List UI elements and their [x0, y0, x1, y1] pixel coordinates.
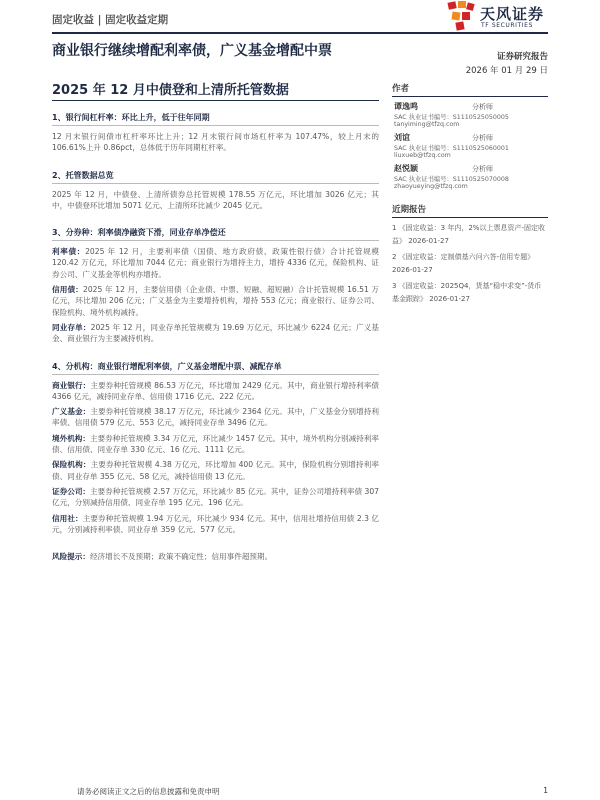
- report-body: [52, 112, 379, 562]
- author-card: [392, 101, 548, 132]
- paragraph: 信用社：主要券种托管规模 1.94 万亿元，环比减少 934 亿元。其中，信用社增持信用债 2.3 亿元，分别减持利率债、同业存单 359 亿元、577 亿元。: [52, 513, 379, 534]
- author-name: 谭逸鸣: [394, 102, 418, 111]
- author-cert: SAC 执业证书编号：S1110525060001: [394, 145, 509, 152]
- paragraph: 12 月末银行间债市杠杆率环比上升；12 月末银行间市场杠杆率为 107.47%，较上月末的 106.61%上升 0.86pct，总体低于历年同期杠杆率。: [52, 132, 379, 153]
- author-name: 赵悦颖: [394, 164, 418, 173]
- company-logo: [446, 0, 556, 36]
- paragraph: 保险机构：主要券种托管规模 4.38 万亿元，环比增加 400 亿元。其中，保险机构分别增持利率债、同业存单 355 亿元、58 亿元，减持信用债 13 亿元。: [52, 460, 379, 481]
- author-email[interactable]: tanyiming@tfzq.com: [394, 121, 460, 128]
- report-category: 固定收益 | 固定收益定期: [52, 14, 169, 26]
- author-role: 分析师: [472, 134, 493, 142]
- paragraph: 2025 年 12 月，中债登、上清所债券总托管规模 178.55 万亿元，环比增加 3026 亿元；其中，中债登环比增加 5071 亿元、上清所环比减少 2045 亿元。: [52, 189, 379, 210]
- section-heading: 1、银行间杠杆率：环比上升，低于往年同期: [52, 112, 379, 126]
- author-role: 分析师: [472, 103, 493, 111]
- author-card: [392, 163, 548, 194]
- paragraph: 广义基金：主要券种托管规模 38.17 万亿元，环比减少 2364 亿元。其中，广义基金分别增持利率债、信用债 579 亿元、553 亿元，减持同业存单 3496 亿元。: [52, 407, 380, 428]
- report-date: 2026 年 01 月 29 日: [465, 66, 548, 76]
- risk-warning: 风险提示：经济增长不及预期；政策不确定性；信用事件超预期。: [52, 552, 273, 562]
- paragraph: 同业存单：2025 年 12 月，同业存单托管规模为 19.69 万亿元，环比减少 6224 亿元；广义基金、商业银行为主要减持机构。: [52, 322, 380, 344]
- author-email[interactable]: zhaoyueying@tfzq.com: [394, 183, 468, 190]
- author-cert: SAC 执业证书编号：S1110525050005: [394, 114, 509, 121]
- paragraph-lead: 境外机构：: [52, 433, 90, 443]
- paragraph-lead: 同业存单：: [52, 322, 91, 332]
- paragraph-lead: 利率债：: [52, 247, 86, 257]
- paragraph: 利率债：2025 年 12 月，主要利率债（国债、地方政府债、政策性银行债）合计托管规模 120.42 万亿元，环比增加 7044 亿元；商业银行为增持主力，增持 4336 亿元，保险机构、证券公司、广义基金等机构亦增持。: [52, 247, 379, 279]
- title-divider: [52, 100, 379, 101]
- paragraph-lead: 证券公司：: [52, 486, 91, 496]
- report-type: 证券研究报告: [496, 52, 548, 62]
- recent-reports-heading: 近期报告: [392, 203, 548, 218]
- recent-report-link[interactable]: 3 《固定收益：2025Q4，货基“稳中求变”-货币基金跟踪》 2026-01-27: [392, 282, 542, 303]
- logo-mark-icon: [446, 0, 476, 32]
- section-heading: 4、分机构：商业银行增配利率债，广义基金增配中票、减配存单: [52, 361, 379, 375]
- section-heading: 3、分券种：利率债净融资下滑，同业存单净偿还: [52, 227, 379, 241]
- page-subtitle: 2025 年 12 月中债登和上清所托管数据: [52, 83, 289, 98]
- disclaimer-note: 请务必阅读正文之后的信息披露和免责申明: [77, 787, 220, 796]
- recent-report-link[interactable]: 1 《固定收益：3 年内，2%以上票息资产-固定收益》 2026-01-27: [392, 224, 545, 245]
- page-number: 1: [543, 786, 548, 795]
- paragraph: 信用债：2025 年 12 月，主要信用债（企业债、中票、短融、超短融）合计托管规模 16.51 万亿元，环比增加 206 亿元；广义基金为主要增持机构，增持 553 亿元；商业银行、证券公司、保险机构、境外机构减持。: [52, 285, 380, 317]
- paragraph-lead: 广义基金：: [52, 407, 91, 417]
- paragraph-lead: 信用债：: [52, 285, 84, 295]
- paragraph: 商业银行：主要券种托管规模 86.53 万亿元，环比增加 2429 亿元。其中，商业银行增持利率债 4366 亿元，减持同业存单、信用债 1716 亿元、222 亿元。: [52, 380, 380, 401]
- paragraph-lead: 保险机构：: [52, 460, 91, 470]
- paragraph-lead: 信用社：: [52, 513, 83, 523]
- author-name: 刘谊: [394, 133, 410, 142]
- paragraph-lead: 风险提示：: [52, 552, 90, 562]
- author-role: 分析师: [472, 165, 493, 173]
- page-title: 商业银行继续增配利率债，广义基金增配中票: [52, 43, 332, 59]
- author-email[interactable]: liuxueb@tfzq.com: [394, 152, 451, 159]
- recent-report-link[interactable]: 2 《固定收益：定制债基六问六答-信用专题》 2026-01-27: [392, 253, 535, 274]
- logo-chinese-name: 天风证券: [480, 5, 545, 23]
- author-card: [392, 132, 548, 163]
- logo-english-name: TF SECURITIES: [481, 22, 533, 29]
- paragraph: 证券公司：主要券种托管规模 2.57 万亿元，环比减少 85 亿元。其中，证券公司增持利率债 307 亿元，分别减持信用债、同业存单 195 亿元、196 亿元。: [52, 486, 379, 508]
- author-cert: SAC 执业证书编号：S1110525070008: [394, 176, 509, 183]
- paragraph: 境外机构：主要券种托管规模 3.34 万亿元，环比减少 1457 亿元。其中，境外机构分别减持利率债、信用债、同业存单 330 亿元、16 亿元、1111 亿元。: [52, 433, 380, 455]
- section-heading: 2、托管数据总览: [52, 170, 379, 184]
- authors-heading: 作者: [392, 82, 548, 97]
- header-divider: [52, 32, 548, 34]
- paragraph-lead: 商业银行：: [52, 380, 91, 390]
- sidebar: [392, 82, 548, 309]
